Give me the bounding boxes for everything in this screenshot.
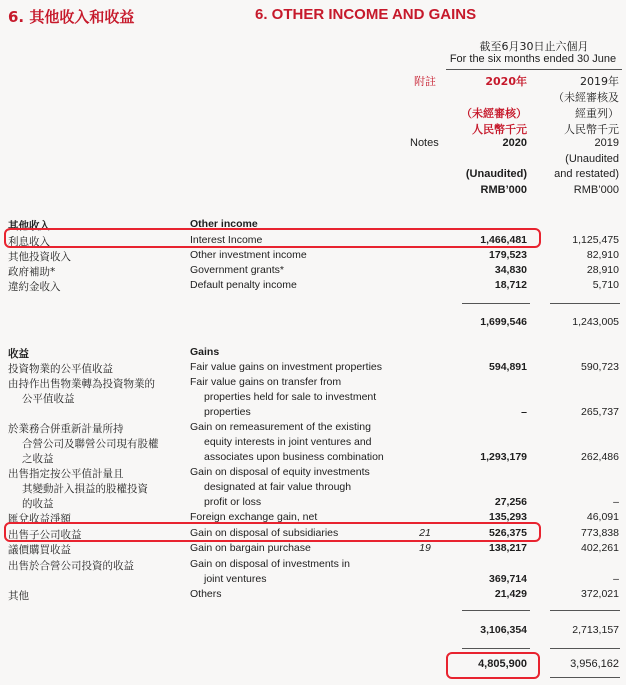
gain-2020-transfer: – (521, 406, 527, 418)
gain-2020-joint-ventures: 369,714 (489, 573, 527, 585)
row-zh-government-grants: 政府補助* (8, 266, 56, 278)
notes-header-zh: 附註 (414, 75, 436, 88)
other-income-total-2019: 1,243,005 (572, 316, 619, 328)
gains-rule-2020 (462, 610, 530, 611)
gain-zh-subsidiaries: 出售子公司收益 (8, 529, 82, 541)
gain-en-transfer-line3: properties (204, 406, 251, 418)
gain-2020-equity: 27,256 (494, 496, 527, 508)
col2019-currency-en: RMB’000 (573, 184, 619, 196)
col2020-currency-zh: 人民幣千元 (472, 123, 527, 136)
col2019-status-en-1: (Unaudited (565, 153, 619, 165)
gain-2019-bargain: 402,261 (581, 542, 619, 554)
col2020-status-zh: （未經審核） (461, 107, 527, 120)
gain-en-equity-line1: Gain on disposal of equity investments (190, 466, 370, 478)
gain-2019-equity: – (613, 496, 619, 508)
gain-note-subsidiaries: 21 (419, 527, 431, 539)
gain-en-remeasurement-line2: equity interests in joint ventures and (204, 436, 372, 448)
gains-total-2019: 2,713,157 (572, 624, 619, 636)
value-2019-interest: 1,125,475 (572, 234, 619, 246)
gain-2019-remeasurement: 262,486 (581, 451, 619, 463)
col2019-currency-zh: 人民幣千元 (564, 123, 619, 136)
col2019-year-en: 2019 (594, 137, 619, 149)
gain-2019-fx: 46,091 (586, 511, 619, 523)
gain-zh-transfer-line2: 公平值收益 (22, 393, 75, 405)
value-2020-default-penalty: 18,712 (494, 279, 527, 291)
col2020-currency-en: RMB’000 (480, 184, 527, 196)
col2019-status-en-2: and restated) (554, 168, 619, 180)
gain-2020-bargain: 138,217 (489, 542, 527, 554)
row-en-government-grants: Government grants* (190, 264, 284, 276)
col2020-year-en: 2020 (502, 137, 527, 149)
gain-zh-equity-line3: 的收益 (22, 498, 54, 510)
gain-zh-others: 其他 (8, 590, 29, 602)
gain-zh-equity-line2: 其變動計入損益的股權投資 (22, 483, 148, 495)
grand-total-2019: 3,956,162 (570, 658, 619, 670)
grand-rule-2020 (462, 648, 530, 649)
col2019-status-zh-2: 經重列） (575, 107, 619, 120)
gain-note-bargain: 19 (419, 542, 431, 554)
gain-2020-fx: 135,293 (489, 511, 527, 523)
gain-zh-equity-line1: 出售指定按公平值計量且 (8, 468, 124, 480)
gain-en-fx: Foreign exchange gain, net (190, 511, 318, 523)
gain-2020-remeasurement: 1,293,179 (480, 451, 527, 463)
period-divider (446, 69, 622, 70)
gain-2019-investment-properties: 590,723 (581, 361, 619, 373)
gain-2019-joint-ventures: – (613, 573, 619, 585)
value-2020-other-investment: 179,523 (489, 249, 527, 261)
highlight-interest-income (4, 228, 541, 248)
subtotal-rule-2020 (462, 303, 530, 304)
value-2020-interest: 1,466,481 (480, 234, 527, 246)
notes-header-en: Notes (410, 137, 439, 149)
gain-en-equity-line2: designated at fair value through (204, 481, 352, 493)
gain-2019-subsidiaries: 773,838 (581, 527, 619, 539)
row-zh-interest: 利息收入 (8, 236, 50, 248)
gain-2019-others: 372,021 (581, 588, 619, 600)
value-2019-other-investment: 82,910 (586, 249, 619, 261)
gain-en-transfer-line1: Fair value gains on transfer from (190, 376, 342, 388)
col2020-status-en: (Unaudited) (465, 168, 527, 180)
gain-zh-remeasurement-line3: 之收益 (22, 453, 54, 465)
gain-zh-transfer-line1: 由持作出售物業轉為投資物業的 (8, 378, 155, 390)
chinese-section-title: 6. 其他收入和收益 (8, 8, 135, 26)
grand-total-2020: 4,805,900 (478, 658, 527, 670)
row-en-other-investment: Other investment income (190, 249, 307, 261)
grand-rule-2019 (550, 648, 620, 649)
gain-zh-investment-properties: 投資物業的公平值收益 (8, 363, 113, 375)
gain-en-investment-properties: Fair value gains on investment properties (190, 361, 383, 373)
gain-2020-subsidiaries: 526,375 (489, 527, 527, 539)
gain-zh-joint-ventures: 出售於合營公司投資的收益 (8, 560, 134, 572)
col2019-year-zh: 2019年 (580, 75, 619, 88)
gains-rule-2019 (550, 610, 620, 611)
value-2019-government-grants: 28,910 (586, 264, 619, 276)
other-income-total-2020: 1,699,546 (480, 316, 527, 328)
gain-en-others: Others (190, 588, 222, 600)
gain-zh-bargain: 議價購買收益 (8, 544, 71, 556)
row-en-default-penalty: Default penalty income (190, 279, 297, 291)
gains-heading-en: Gains (190, 346, 220, 358)
col2020-year-zh: 2020年 (485, 75, 527, 88)
other-income-heading-zh: 其他收入 (8, 220, 50, 232)
gain-zh-fx: 匯兌收益淨額 (8, 513, 71, 525)
value-2019-default-penalty: 5,710 (592, 279, 619, 291)
other-income-heading-en: Other income (190, 218, 258, 230)
gain-en-transfer-line2: properties held for sale to investment (204, 391, 377, 403)
row-en-interest: Interest Income (190, 234, 263, 246)
gain-2020-investment-properties: 594,891 (489, 361, 527, 373)
col2019-status-zh-1: （未經審核及 (553, 91, 619, 104)
period-en: For the six months ended 30 June (449, 53, 617, 65)
period-zh: 截至6月30日止六個月 (479, 40, 589, 53)
highlight-grand-total (446, 652, 540, 679)
row-zh-default-penalty: 違約金收入 (8, 281, 61, 293)
value-2020-government-grants: 34,830 (494, 264, 527, 276)
gain-en-joint-ventures-line2: joint ventures (204, 573, 267, 585)
gain-zh-remeasurement-line2: 合營公司及聯營公司現有股權 (22, 438, 159, 450)
gain-2019-transfer: 265,737 (581, 406, 619, 418)
gain-en-subsidiaries: Gain on disposal of subsidiaries (190, 527, 339, 539)
subtotal-rule-2019 (550, 303, 620, 304)
gain-2020-others: 21,429 (494, 588, 527, 600)
highlight-disposal-subsidiaries (4, 522, 541, 542)
gain-en-remeasurement-line3: associates upon business combination (204, 451, 384, 463)
gain-en-bargain: Gain on bargain purchase (190, 542, 311, 554)
gain-en-remeasurement-line1: Gain on remeasurement of the existing (190, 421, 371, 433)
gain-en-joint-ventures-line1: Gain on disposal of investments in (190, 558, 350, 570)
english-section-title: 6. OTHER INCOME AND GAINS (255, 6, 477, 23)
gains-total-2020: 3,106,354 (480, 624, 527, 636)
row-zh-other-investment: 其他投資收入 (8, 251, 71, 263)
gain-zh-remeasurement-line1: 於業務合併重新計量所持 (8, 423, 124, 435)
grand-double-rule-2019 (550, 677, 620, 678)
gain-en-equity-line3: profit or loss (204, 496, 262, 508)
gains-heading-zh: 收益 (8, 348, 29, 360)
